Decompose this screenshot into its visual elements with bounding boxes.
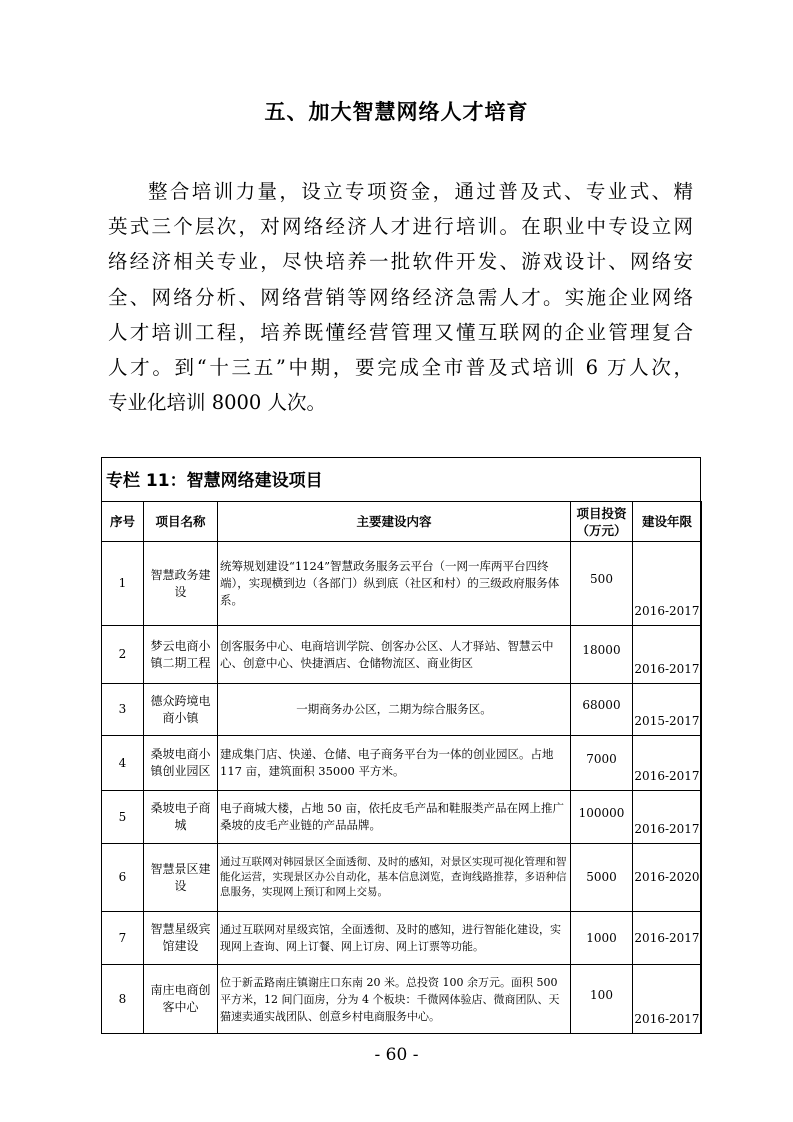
row-num: 2 [102, 626, 144, 684]
row-period: 2016-2017 [633, 626, 702, 684]
row-period: 2015-2017 [633, 684, 702, 736]
row-num: 4 [102, 736, 144, 791]
section-heading: 五、加大智慧网络人才培育 [264, 100, 529, 124]
paragraph-line: 整合培训力量，设立专项资金，通过普及式、专业式、精 [148, 180, 693, 203]
row-num: 7 [102, 912, 144, 965]
row-name: 南庄电商创客中心 [144, 965, 218, 1034]
row-content: 通过互联网对韩园景区全面透彻、及时的感知，对景区实现可视化管理和智能化运营，实现景区办公自动化，基本信息浏览，查询线路推荐，多语种信息服务，实现网上预订和网上交易。 [218, 844, 571, 912]
table-row [102, 791, 702, 844]
row-num: 5 [102, 791, 144, 844]
row-num: 6 [102, 844, 144, 912]
page-number: - 60 - [374, 1045, 419, 1065]
row-name: 智慧星级宾馆建设 [144, 912, 218, 965]
header-content: 主要建设内容 [218, 502, 571, 542]
row-period: 2016-2017 [633, 736, 702, 791]
project-box [101, 457, 701, 1034]
table-row [102, 736, 702, 791]
row-name: 智慧景区建设 [144, 844, 218, 912]
row-name: 桑坡电商小镇创业园区 [144, 736, 218, 791]
row-name: 桑坡电子商城 [144, 791, 218, 844]
paragraph-line: 络经济相关专业，尽快培养一批软件开发、游戏设计、网络安 [108, 250, 693, 274]
row-num: 3 [102, 684, 144, 736]
row-invest: 68000 [571, 684, 633, 736]
table-row [102, 965, 702, 1034]
row-num: 8 [102, 965, 144, 1034]
header-num: 序号 [102, 502, 144, 542]
row-content: 建成集门店、快递、仓储、电子商务平台为一体的创业园区。占地 117 亩，建筑面积 35000 平方米。 [218, 736, 571, 791]
body-paragraph [108, 174, 693, 420]
row-period: 2016-2017 [633, 542, 702, 626]
paragraph-line: 人才。到“十三五”中期，要完成全市普及式培训 6 万人次， [108, 355, 693, 379]
row-invest: 5000 [571, 844, 633, 912]
table-row [102, 542, 702, 626]
box-title: 专栏 11：智慧网络建设项目 [106, 471, 323, 491]
row-period: 2016-2017 [633, 965, 702, 1034]
row-name: 智慧政务建设 [144, 542, 218, 626]
paragraph-line: 人才培训工程，培养既懂经营管理又懂互联网的企业管理复合 [108, 320, 693, 344]
header-name: 项目名称 [144, 502, 218, 542]
row-period: 2016-2017 [633, 912, 702, 965]
table-row [102, 684, 702, 736]
header-invest: 项目投资（万元） [571, 502, 633, 542]
row-num: 1 [102, 542, 144, 626]
row-content: 统筹规划建设“1124”智慧政务服务云平台（一网一库两平台四终端），实现横到边（各部门）纵到底（社区和村）的三级政府服务体系。 [218, 542, 571, 626]
row-period: 2016-2017 [633, 791, 702, 844]
paragraph-line: 全、网络分析、网络营销等网络经济急需人才。实施企业网络 [108, 285, 693, 309]
paragraph-line: 英式三个层次，对网络经济人才进行培训。在职业中专设立网 [108, 215, 693, 239]
row-name: 梦云电商小镇二期工程 [144, 626, 218, 684]
table-header-row [102, 502, 702, 542]
row-invest: 1000 [571, 912, 633, 965]
row-content: 位于新孟路南庄镇谢庄口东南 20 米。总投资 100 余万元。面积 500 平方米，12 间门面房，分为 4 个板块：千微网体验店、微商团队、天猫速卖通实战团队、创意乡村电商服务中心。 [218, 965, 571, 1034]
row-invest: 100000 [571, 791, 633, 844]
row-content: 创客服务中心、电商培训学院、创客办公区、人才驿站、智慧云中心、创意中心、快捷酒店、仓储物流区、商业街区 [218, 626, 571, 684]
row-invest: 18000 [571, 626, 633, 684]
table-row [102, 912, 702, 965]
row-invest: 500 [571, 542, 633, 626]
row-content: 通过互联网对星级宾馆，全面透彻、及时的感知，进行智能化建设，实现网上查询、网上订餐、网上订房、网上订票等功能。 [218, 912, 571, 965]
row-period: 2016-2020 [633, 844, 702, 912]
projects-table [101, 501, 702, 1034]
table-row [102, 626, 702, 684]
table-row [102, 844, 702, 912]
row-content: 一期商务办公区，二期为综合服务区。 [218, 684, 571, 736]
row-invest: 7000 [571, 736, 633, 791]
row-invest: 100 [571, 965, 633, 1034]
row-content: 电子商城大楼，占地 50 亩，依托皮毛产品和鞋服类产品在网上推广桑坡的皮毛产业链的产品品牌。 [218, 791, 571, 844]
header-period: 建设年限 [633, 502, 702, 542]
paragraph-line: 专业化培训 8000 人次。 [108, 391, 327, 415]
row-name: 德众跨境电商小镇 [144, 684, 218, 736]
